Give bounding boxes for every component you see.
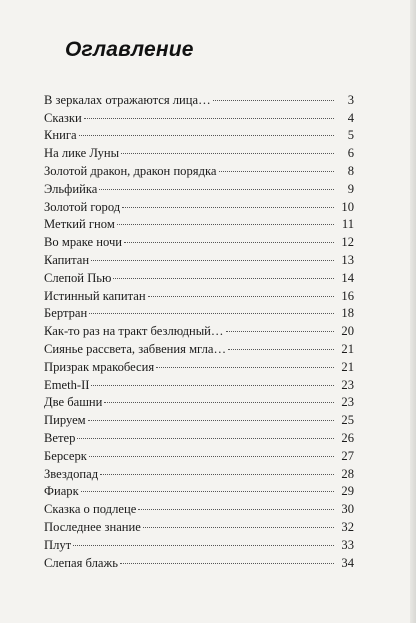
toc-entry-page-number: 18	[341, 306, 354, 321]
toc-entry-title: Фиарк	[44, 483, 81, 501]
toc-dot-leader	[120, 549, 334, 567]
toc-entry-title: Звездопад	[44, 466, 100, 484]
toc-entry-page-number: 5	[347, 128, 354, 143]
toc-entry-page-number: 25	[341, 413, 354, 428]
toc-entry	[44, 157, 354, 178]
toc-entry	[44, 424, 354, 445]
toc-dot-leader	[122, 193, 334, 211]
toc-dot-leader	[89, 300, 334, 318]
toc-dot-leader	[113, 264, 334, 282]
toc-entry-page-number: 32	[341, 519, 354, 534]
toc-entry	[44, 104, 354, 125]
toc-entry-title: Капитан	[44, 252, 91, 270]
toc-entry-title: Плут	[44, 537, 73, 555]
toc-entry	[44, 406, 354, 428]
toc-entry-title: Слепая блажь	[44, 555, 120, 573]
toc-entry-page-number: 23	[341, 377, 354, 392]
toc-dot-leader	[100, 460, 334, 478]
toc-entry-page-number: 3	[347, 92, 354, 107]
toc-dot-leader	[99, 175, 334, 193]
toc-entry	[44, 442, 354, 463]
toc-entry-page-number: 21	[341, 359, 354, 374]
toc-entry	[44, 122, 354, 143]
toc-dot-leader	[228, 335, 334, 353]
toc-entry-page-number: 10	[341, 199, 354, 214]
toc-entry-page-number: 30	[341, 502, 354, 517]
toc-entry-title: Книга	[44, 127, 79, 145]
toc-dot-leader	[117, 211, 334, 229]
toc-entry	[44, 389, 354, 410]
toc-entry-title: Эльфийка	[44, 181, 99, 199]
page-title: Оглавление	[65, 38, 194, 61]
toc-entry-title: Призрак мракобесия	[44, 359, 156, 377]
toc-entry-page-number: 26	[341, 430, 354, 445]
toc-entry-title: Золотой город	[44, 199, 122, 217]
table-of-contents	[44, 86, 354, 570]
toc-entry-page-number: 23	[341, 395, 354, 410]
toc-entry	[44, 193, 354, 214]
toc-entry-page-number: 33	[341, 537, 354, 552]
toc-entry-title: Ветер	[44, 430, 77, 448]
toc-dot-leader	[104, 389, 334, 407]
toc-entry-page-number: 27	[341, 448, 354, 463]
toc-entry-page-number: 16	[341, 288, 354, 303]
toc-entry-title: Во мраке ночи	[44, 234, 124, 252]
toc-dot-leader	[226, 317, 334, 335]
toc-entry-page-number: 6	[347, 146, 354, 161]
toc-entry-page-number: 21	[341, 341, 354, 356]
toc-entry-page-number: 11	[341, 217, 354, 232]
toc-entry-page-number: 8	[347, 163, 354, 178]
toc-dot-leader	[81, 478, 334, 496]
toc-entry	[44, 211, 354, 232]
toc-entry-page-number: 9	[347, 181, 354, 196]
toc-dot-leader	[89, 442, 334, 460]
toc-dot-leader	[73, 531, 334, 549]
toc-entry	[44, 246, 354, 267]
toc-entry	[44, 300, 354, 321]
toc-entry	[44, 478, 354, 499]
toc-entry	[44, 86, 354, 107]
toc-dot-leader	[84, 104, 334, 122]
toc-entry	[44, 175, 354, 196]
toc-entry	[44, 139, 354, 161]
toc-entry	[44, 353, 354, 374]
toc-entry-title: Последнее знание	[44, 519, 143, 537]
toc-entry	[44, 282, 354, 303]
toc-entry	[44, 549, 354, 570]
toc-entry-page-number: 12	[341, 235, 354, 250]
toc-dot-leader	[91, 371, 334, 389]
toc-entry-title: Пируем	[44, 412, 88, 430]
toc-entry-page-number: 14	[341, 270, 354, 285]
toc-dot-leader	[148, 282, 334, 300]
toc-entry-title: Слепой Пью	[44, 270, 113, 288]
toc-entry-page-number: 34	[341, 555, 354, 570]
toc-entry-title: Бертран	[44, 305, 89, 323]
toc-dot-leader	[124, 228, 334, 246]
toc-entry-title: На лике Луны	[44, 145, 121, 163]
toc-entry	[44, 513, 354, 534]
toc-dot-leader	[91, 246, 334, 264]
page-edge	[410, 0, 416, 623]
toc-entry	[44, 531, 354, 552]
toc-entry-page-number: 13	[341, 252, 354, 267]
toc-entry-title: Сиянье рассвета, забвения мгла…	[44, 341, 228, 359]
toc-entry-page-number: 29	[341, 484, 354, 499]
toc-dot-leader	[88, 406, 334, 424]
toc-dot-leader	[79, 122, 334, 140]
toc-dot-leader	[143, 513, 334, 531]
toc-dot-leader	[219, 157, 335, 175]
toc-entry-page-number: 28	[341, 466, 354, 481]
toc-dot-leader	[156, 353, 334, 371]
toc-entry-title: Истинный капитан	[44, 288, 148, 306]
toc-entry	[44, 495, 354, 517]
toc-dot-leader	[138, 495, 334, 513]
toc-entry-title: Сказка о подлеце	[44, 501, 138, 519]
toc-entry	[44, 460, 354, 481]
toc-entry-title: Берсерк	[44, 448, 89, 466]
toc-dot-leader	[213, 86, 334, 104]
toc-entry-title: Золотой дракон, дракон порядка	[44, 163, 219, 181]
toc-dot-leader	[121, 139, 334, 157]
toc-entry-title: Emeth-II	[44, 377, 91, 395]
toc-entry-title: Меткий гном	[44, 216, 117, 234]
toc-entry	[44, 335, 354, 356]
toc-entry-title: Как-то раз на тракт безлюдный…	[44, 323, 226, 341]
toc-entry	[44, 317, 354, 339]
toc-entry-title: В зеркалах отражаются лица…	[44, 92, 213, 110]
toc-entry	[44, 264, 354, 285]
toc-entry-page-number: 20	[341, 324, 354, 339]
toc-entry	[44, 371, 354, 392]
toc-entry	[44, 228, 354, 250]
toc-dot-leader	[77, 424, 334, 442]
toc-entry-page-number: 4	[347, 110, 354, 125]
toc-entry-title: Сказки	[44, 110, 84, 128]
toc-entry-title: Две башни	[44, 394, 104, 412]
